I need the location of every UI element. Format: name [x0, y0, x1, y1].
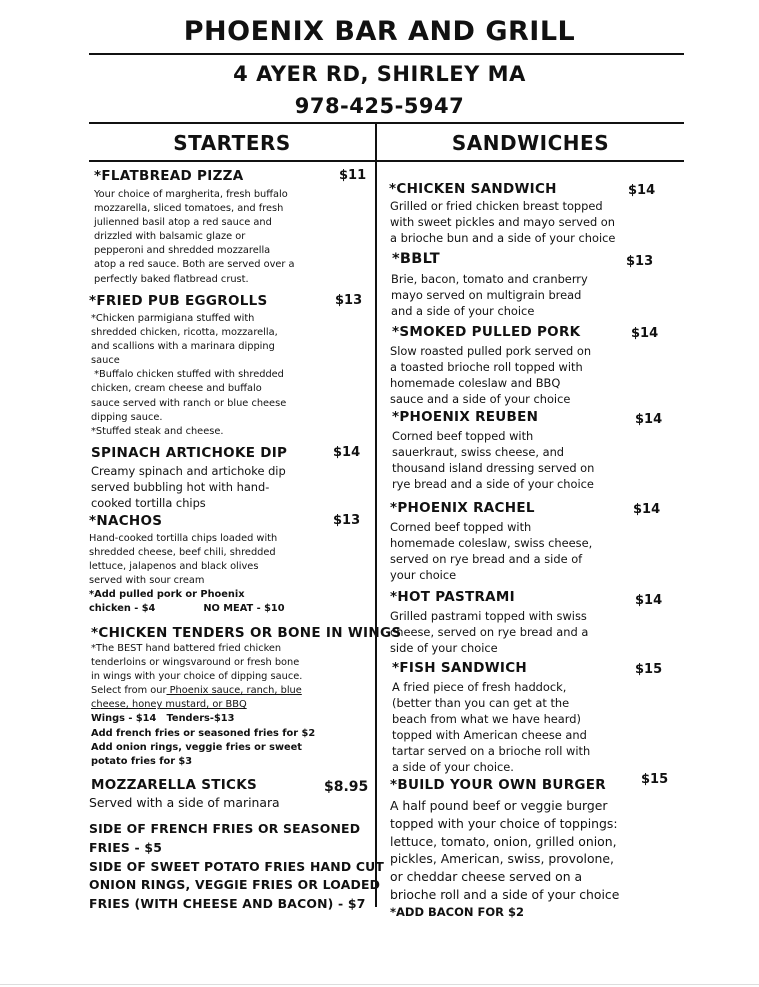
item-price-phoenix-rachel: $14: [633, 502, 661, 517]
item-name-smoked-pulled-pork: *SMOKED PULLED PORK: [392, 324, 581, 340]
sandwiches-heading: SANDWICHES: [451, 131, 610, 155]
item-desc-mozzarella-sticks: Served with a side of marinara: [89, 795, 280, 810]
item-desc-hot-pastrami: Grilled pastrami topped with swiss cheese, served on rye bread and a side of your choice: [390, 609, 589, 655]
item-desc-spinach-artichoke-dip: Creamy spinach and artichoke dip served bubbling hot with hand- cooked tortilla chips: [91, 464, 286, 510]
restaurant-phone: 978-425-5947: [294, 94, 465, 118]
item-name-nachos: *NACHOS: [89, 513, 163, 529]
divider: [89, 122, 684, 124]
item-name-build-your-own-burger: *BUILD YOUR OWN BURGER: [390, 777, 606, 793]
item-desc-phoenix-reuben: Corned beef topped with sauerkraut, swiss cheese, and thousand island dressing served on rye bread and a side of your choice: [392, 429, 595, 491]
item-name-mozzarella-sticks: MOZZARELLA STICKS: [91, 777, 258, 793]
item-price-bblt: $13: [626, 254, 654, 269]
divider: [89, 53, 684, 55]
restaurant-address: 4 AYER RD, SHIRLEY MA: [233, 62, 526, 86]
starters-heading: STARTERS: [173, 131, 291, 155]
item-price-mozzarella-sticks: $8.95: [324, 779, 369, 795]
item-name-spinach-artichoke-dip: SPINACH ARTICHOKE DIP: [91, 445, 288, 461]
item-desc-fish-sandwich: A fried piece of fresh haddock, (better than you can get at the beach from what we have heard) topped with American cheese and tartar served on a brioche roll with a side of your choice.: [392, 680, 591, 774]
item-desc-chicken-tenders-wings: *The BEST hand battered fried chicken tenderloins or wingsvaround or fresh bone in wings with your choice of dipping sauce. Select from our Phoenix sauce, ranch, blue cheese, honey mustard, or BBQ Wings - $14 Tenders-$13 Add french fries or seasoned fries for $2 Add onion rings, veggie fries or sweet potato fries for $3: [91, 643, 316, 767]
item-desc-phoenix-rachel: Corned beef topped with homemade coleslaw, swiss cheese, served on rye bread and a side of your choice: [390, 520, 593, 582]
item-name-chicken-sandwich: *CHICKEN SANDWICH: [389, 181, 557, 197]
item-desc-smoked-pulled-pork: Slow roasted pulled pork served on a toasted brioche roll topped with homemade coleslaw and BBQ sauce and a side of your choice: [390, 344, 592, 406]
item-name-phoenix-rachel: *PHOENIX RACHEL: [390, 500, 535, 516]
item-addon-add-bacon: *ADD BACON FOR $2: [390, 905, 525, 919]
item-price-hot-pastrami: $14: [635, 593, 663, 608]
sides-list: SIDE OF FRENCH FRIES OR SEASONED FRIES - $5 SIDE OF SWEET POTATO FRIES HAND CUT ONION RINGS, VEGGIE FRIES OR LOADED FRIES (WITH CHEESE AND BACON) - $7: [89, 821, 385, 912]
item-name-bblt: *BBLT: [392, 251, 440, 267]
item-name-chicken-tenders-wings: *CHICKEN TENDERS OR BONE IN WINGS: [91, 625, 402, 641]
item-price-flatbread-pizza: $11: [339, 168, 367, 183]
item-name-hot-pastrami: *HOT PASTRAMI: [390, 589, 515, 605]
item-price-smoked-pulled-pork: $14: [631, 326, 659, 341]
item-price-build-your-own-burger: $15: [641, 772, 669, 787]
item-price-phoenix-reuben: $14: [635, 412, 663, 427]
item-name-fried-pub-eggrolls: *FRIED PUB EGGROLLS: [89, 293, 268, 309]
divider: [89, 160, 684, 162]
page-bottom-edge: [0, 984, 759, 985]
item-desc-bblt: Brie, bacon, tomato and cranberry mayo served on multigrain bread and a side of your choice: [391, 272, 588, 318]
item-desc-flatbread-pizza: Your choice of margherita, fresh buffalo mozzarella, sliced tomatoes, and fresh julienned basil atop a red sauce and drizzled with balsamic glaze or pepperoni and shredded mozzarella atop a red sauce. Both are served over a perfectly baked flatbread crust.: [94, 189, 295, 285]
item-price-spinach-artichoke-dip: $14: [333, 445, 361, 460]
item-name-flatbread-pizza: *FLATBREAD PIZZA: [94, 168, 244, 184]
item-price-fried-pub-eggrolls: $13: [335, 293, 363, 308]
item-name-phoenix-reuben: *PHOENIX REUBEN: [392, 409, 539, 425]
item-price-chicken-sandwich: $14: [628, 183, 656, 198]
item-desc-build-your-own-burger: A half pound beef or veggie burger topped with your choice of toppings: lettuce, tomato, onion, grilled onion, pickles, American, swiss, provolone, or cheddar cheese served on a brioche roll and a side of your choice: [390, 798, 620, 902]
item-desc-nachos: Hand-cooked tortilla chips loaded with shredded cheese, beef chili, shredded lettuce, jalapenos and black olives served with sour cream *Add pulled pork or Phoenix chicken - $4 NO MEAT - $10: [89, 533, 285, 615]
column-divider: [375, 122, 377, 907]
item-name-fish-sandwich: *FISH SANDWICH: [392, 660, 528, 676]
restaurant-name: PHOENIX BAR AND GRILL: [183, 16, 576, 47]
item-desc-chicken-sandwich: Grilled or fried chicken breast topped with sweet pickles and mayo served on a brioche bun and a side of your choice: [390, 199, 616, 245]
item-desc-fried-pub-eggrolls: *Chicken parmigiana stuffed with shredded chicken, ricotta, mozzarella, and scallions with a marinara dipping sauce *Buffalo chicken stuffed with shredded chicken, cream cheese and buffalo sauce served with ranch or blue cheese dipping sauce. *Stuffed steak and cheese.: [91, 313, 287, 437]
item-price-fish-sandwich: $15: [635, 662, 663, 677]
item-price-nachos: $13: [333, 513, 361, 528]
